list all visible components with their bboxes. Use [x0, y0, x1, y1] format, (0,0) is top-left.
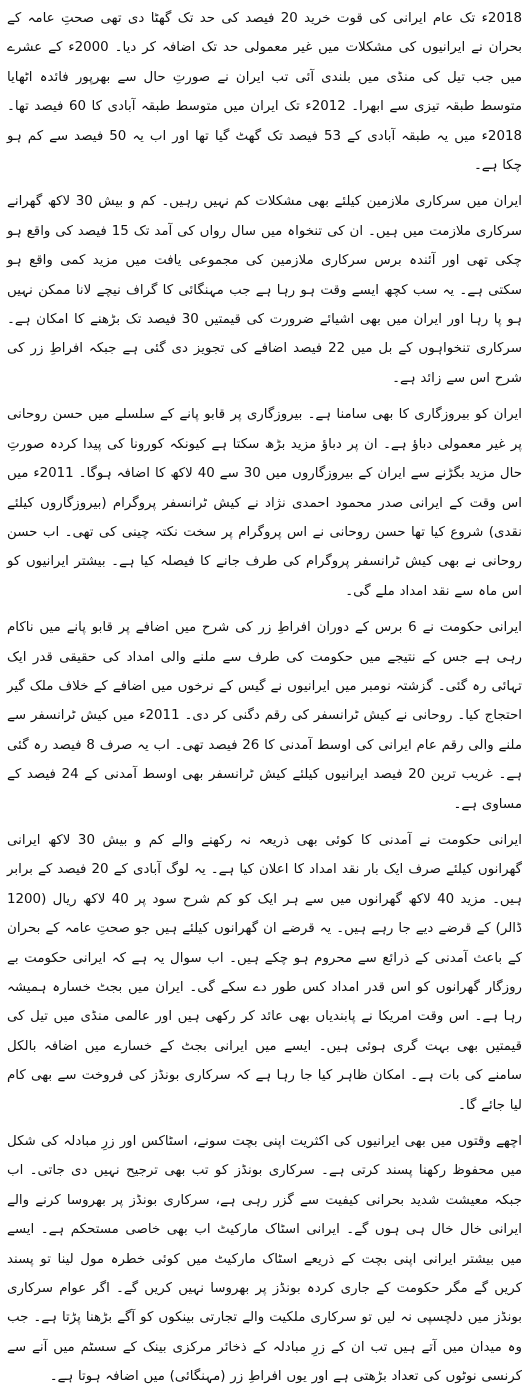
paragraph-government-employees: ایران میں سرکاری ملازمین کیلئے بھی مشکلات کم نہیں رہیں۔ کم و بیش 30 لاکھ گھرانے سرکاری ملازمت میں ہیں۔ ان کی تنخواہ میں سال رواں کی آمد تک 15 فیصد کی واقع ہو چکی تھی اور آئندہ برس سرکاری ملازمین کی مجموعی یافت میں مزید کمی واقع ہو سکتی ہے۔ یہ سب کچھ ایسے وقت ہو رہا ہے جب مہنگائی کا گراف نیچے لانا ممکن نہیں ہو پا رہا اور ایران میں بھی اشیائے ضرورت کی قیمتیں 30 فیصد تک بڑھنے کا امکان ہے۔ سرکاری تنخواہوں کے بل میں 22 فیصد اضافے کی تجویز دی گئی ہے جبکہ افراطِ زر کی شرح اس سے زائد ہے۔ — [7, 194, 522, 386]
paragraph-purchasing-power: 2018ء تک عام ایرانی کی قوت خرید 20 فیصد کی حد تک گھٹا دی تھی صحتِ عامہ کے بحران نے ایرانیوں کی مشکلات میں غیر معمولی حد تک اضافہ کر دیا۔ 2000ء کے عشرے میں جب تیل کی منڈی میں بلندی آئی تب ایران نے صورتِ حال سے بھرپور فائدہ اٹھایا متوسط طبقہ تیزی سے ابھرا۔ 2012ء تک ایران میں متوسط طبقہ آبادی کا 60 فیصد تھا۔ 2018ء میں یہ طبقہ آبادی کے 53 فیصد تک گھٹ گیا تھا اور اب یہ 50 فیصد سے کم ہو چکا ہے۔ — [7, 11, 522, 174]
paragraph-savings-bonds: اچھے وقتوں میں بھی ایرانیوں کی اکثریت اپنی بچت سونے، اسٹاکس اور زرِ مبادلہ کی شکل میں محفوظ رکھنا پسند کرتی ہے۔ سرکاری بونڈز کو تب بھی ترجیح نہیں دی جاتی۔ اب جبکہ معیشت شدید بحرانی کیفیت سے گزر رہی ہے، سرکاری بونڈز پر بھروسا کرنے والے ایرانی خال خال ہی ہوں گے۔ ایرانی اسٹاک مارکیٹ اب بھی خاصی مستحکم ہے۔ ایسے میں بیشتر ایرانی اپنی بچت کے ذریعے اسٹاک مارکیٹ میں کوئی خطرہ مول لینا تو پسند کریں گے مگر حکومت کے جاری کردہ بونڈز پر بھروسا نہیں کریں گے۔ اگر عوام سرکاری بونڈز میں دلچسپی نہ لیں تو سرکاری ملکیت والے تجارتی بینکوں کو آگے بڑھنا پڑتا ہے۔ جب وہ میدان میں آتے ہیں تب ان کے زرِ مبادلہ کے ذخائر مرکزی بینک کے سسٹم میں آنے سے کرنسی نوٹوں کی تعداد بڑھتی ہے اور یوں افراطِ زر (مہنگائی) میں اضافہ ہوتا ہے۔ — [7, 1134, 522, 1385]
paragraph-unemployment: ایران کو بیروزگاری کا بھی سامنا ہے۔ بیروزگاری پر قابو پانے کے سلسلے میں حسن روحانی پر غیر معمولی دباؤ ہے۔ ان پر دباؤ مزید بڑھ سکتا ہے کیونکہ کورونا کی پیدا کردہ صورتِ حال مزید بگڑنے سے ایران کے بیروزگاروں میں 30 سے 40 لاکھ کا اضافہ ہوگا۔ 2011ء میں اس وقت کے ایرانی صدر محمود احمدی نژاد نے کیش ٹرانسفر پروگرام (بیروزگاروں کیلئے نقدی) شروع کیا تھا حسن روحانی نے اس پروگرام پر سخت نکتہ چینی کی تھی۔ اب حسن روحانی نے بھی کیش ٹرانسفر پروگرام کی طرف جانے کا فیصلہ کیا ہے۔ بیشتر ایرانیوں کو اس ماہ سے نقد امداد ملے گی۔ — [7, 407, 522, 599]
paragraph-inflation-cash-transfer: ایرانی حکومت نے 6 برس کے دوران افراطِ زر کی شرح میں اضافے پر قابو پانے میں ناکام رہی ہے جس کے نتیجے میں حکومت کی طرف سے ملنے والی امداد کی حقیقی قدر ایک تہائی رہ گئی۔ گزشتہ نومبر میں ایرانیوں نے گیس کے نرخوں میں اضافے کے خلاف ملک گیر احتجاج کیا۔ روحانی نے کیش ٹرانسفر کی رقم دگنی کر دی۔ 2011ء میں کیش ٹرانسفر سے ملنے والی رقم عام ایرانی کی اوسط آمدنی کا 26 فیصد تھی۔ اب یہ صرف 8 فیصد رہ گئی ہے۔ غریب ترین 20 فیصد ایرانیوں کیلئے کیش ٹرانسفر بھی اوسط آمدنی کے 24 فیصد کے مساوی ہے۔ — [7, 620, 523, 812]
paragraph-cash-aid-budget-deficit: ایرانی حکومت نے آمدنی کا کوئی بھی ذریعہ نہ رکھنے والے کم و بیش 30 لاکھ ایرانی گھرانوں کیلئے صرف ایک بار نقد امداد کا اعلان کیا ہے۔ یہ لوگ آبادی کے 20 فیصد کے برابر ہیں۔ مزید 40 لاکھ گھرانوں میں سے ہر ایک کو کم شرح سود پر 40 لاکھ ریال (1200 ڈالر) کے قرضے دیے جا رہے ہیں۔ یہ قرضے ان گھرانوں کیلئے ہیں جو صحتِ عامہ کے بحران کے باعث آمدنی کے ذرائع سے محروم ہو چکے ہیں۔ اب سوال یہ ہے کہ ایرانی حکومت بے روزگار گھرانوں کو اس قدر امداد کس طور دے سکے گی۔ ایران میں بجٹ خسارہ ہمیشہ رہا ہے۔ اس وقت امریکا نے پابندیاں بھی عائد کر رکھی ہیں اور عالمی منڈی میں تیل کی قیمتیں بھی بہت گری ہوئی ہیں۔ ایسے میں ایرانی بجٹ کے خسارے میں اضافہ بالکل سامنے کی بات ہے۔ امکان ظاہر کیا جا رہا ہے کہ سرکاری بونڈز کی فروخت سے بھی کام لیا جائے گا۔ — [7, 832, 523, 1113]
